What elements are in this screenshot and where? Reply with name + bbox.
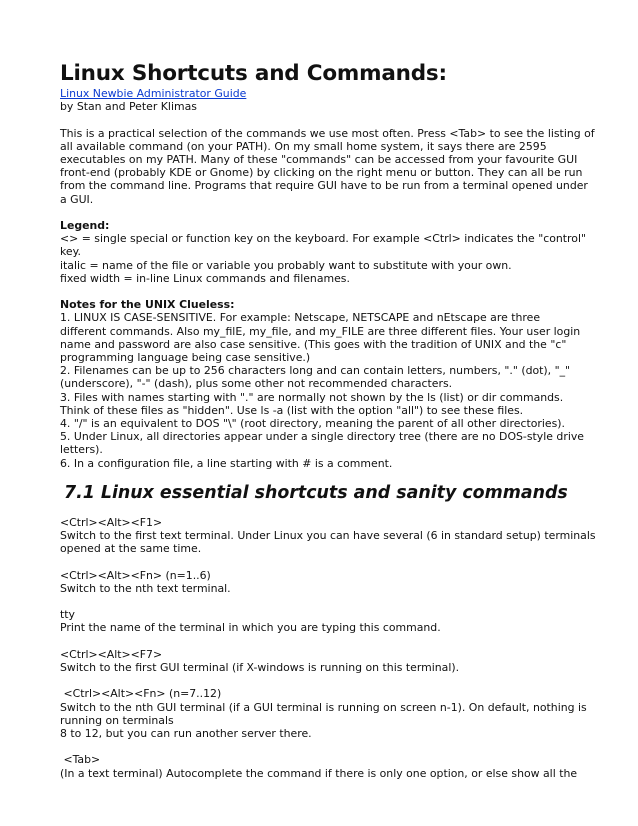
entry-desc: Switch to the nth text terminal.: [60, 581, 231, 595]
entry-desc: Switch to the first text terminal. Under Linux you can have several (6 in standard setup) terminals: [60, 529, 596, 543]
notes-line: letters).: [60, 443, 103, 457]
entry-tab: [60, 753, 580, 779]
entry-key: <Ctrl><Alt><F1>: [60, 515, 163, 529]
entry-desc: running on terminals: [60, 713, 174, 727]
notes-line: different commands. Also my_filE, my_file, and my_FILE are three different files. Your user login: [60, 324, 581, 338]
notes-line: 2. Filenames can be up to 256 characters long and can contain letters, numbers, "." (dot), "_": [60, 364, 571, 378]
notes-line: name and password are also case sensitive. (This goes with the tradition of UNIX and the "c": [60, 337, 567, 351]
entry-desc: Print the name of the terminal in which you are typing this command.: [60, 621, 441, 635]
entry-ctrl-alt-f7: [60, 648, 580, 674]
entry-key: <Ctrl><Alt><Fn> (n=1..6): [60, 568, 211, 582]
entry-ctrl-alt-f1: [60, 515, 596, 556]
intro-line: This is a practical selection of the commands we use most often. Press <Tab> to see the listing of: [60, 126, 595, 140]
legend-line: italic = name of the file or variable you probably want to substitute with your own.: [60, 258, 512, 272]
entry-key: <Tab>: [60, 753, 101, 767]
entry-key: <Ctrl><Alt><Fn> (n=7..12): [60, 687, 222, 701]
document-page: [60, 61, 596, 780]
legend-line: key.: [60, 245, 81, 259]
legend-section: [60, 219, 586, 285]
intro-line: front-end (probably KDE or Gnome) by clicking on the right menu or button. They can all be run: [60, 166, 583, 180]
legend-line: <> = single special or function key on the keyboard. For example <Ctrl> indicates the "control": [60, 232, 586, 246]
page-title: Linux Shortcuts and Commands:: [60, 61, 447, 86]
legend-line: fixed width = in-line Linux commands and filenames.: [60, 271, 350, 285]
notes-line: 3. Files with names starting with "." are normally not shown by the ls (list) or dir commands.: [60, 390, 564, 404]
intro-paragraph: [60, 126, 595, 206]
entry-key: <Ctrl><Alt><F7>: [60, 647, 163, 661]
notes-line: Think of these files as "hidden". Use ls -a (list with the option "all") to see these files.: [60, 403, 524, 417]
byline: by Stan and Peter Klimas: [60, 100, 197, 114]
notes-line: programming language being case sensitive.): [60, 351, 311, 365]
guide-link[interactable]: Linux Newbie Administrator Guide: [60, 87, 247, 100]
entry-desc: opened at the same time.: [60, 542, 202, 556]
intro-line: from the command line. Programs that require GUI have to be run from a terminal opened under: [60, 179, 588, 193]
notes-heading: Notes for the UNIX Clueless:: [60, 298, 235, 312]
notes-line: 1. LINUX IS CASE-SENSITIVE. For example: Netscape, NETSCAPE and nEtscape are three: [60, 311, 541, 325]
section-heading: 7.1 Linux essential shortcuts and sanity commands: [64, 482, 568, 503]
entry-ctrl-alt-fn-text: [60, 569, 580, 595]
entry-key: tty: [60, 608, 75, 622]
entry-desc: (In a text terminal) Autocomplete the command if there is only one option, or else show all the: [60, 766, 578, 780]
intro-line: a GUI.: [60, 192, 94, 206]
notes-section: [60, 298, 584, 470]
intro-line: all available command (on your PATH). On my small home system, it says there are 2595: [60, 139, 547, 153]
entry-ctrl-alt-fn-gui: [60, 687, 587, 741]
entry-desc: 8 to 12, but you can run another server there.: [60, 727, 312, 741]
legend-heading: Legend:: [60, 219, 110, 232]
entry-desc: Switch to the nth GUI terminal (if a GUI terminal is running on screen n-1). On default, nothing is: [60, 700, 587, 714]
intro-line: executables on my PATH. Many of these "commands" can be accessed from your favourite GUI: [60, 153, 578, 166]
notes-line: 4. "/" is an equivalent to DOS "\" (root directory, meaning the parent of all other directories).: [60, 417, 565, 431]
notes-line: (underscore), "-" (dash), plus some other not recommended characters.: [60, 377, 453, 391]
notes-line: 5. Under Linux, all directories appear under a single directory tree (there are no DOS-style drive: [60, 430, 584, 444]
entry-tty: [60, 608, 580, 634]
notes-line: 6. In a configuration file, a line starting with # is a comment.: [60, 456, 393, 470]
entry-desc: Switch to the first GUI terminal (if X-windows is running on this terminal).: [60, 661, 460, 675]
